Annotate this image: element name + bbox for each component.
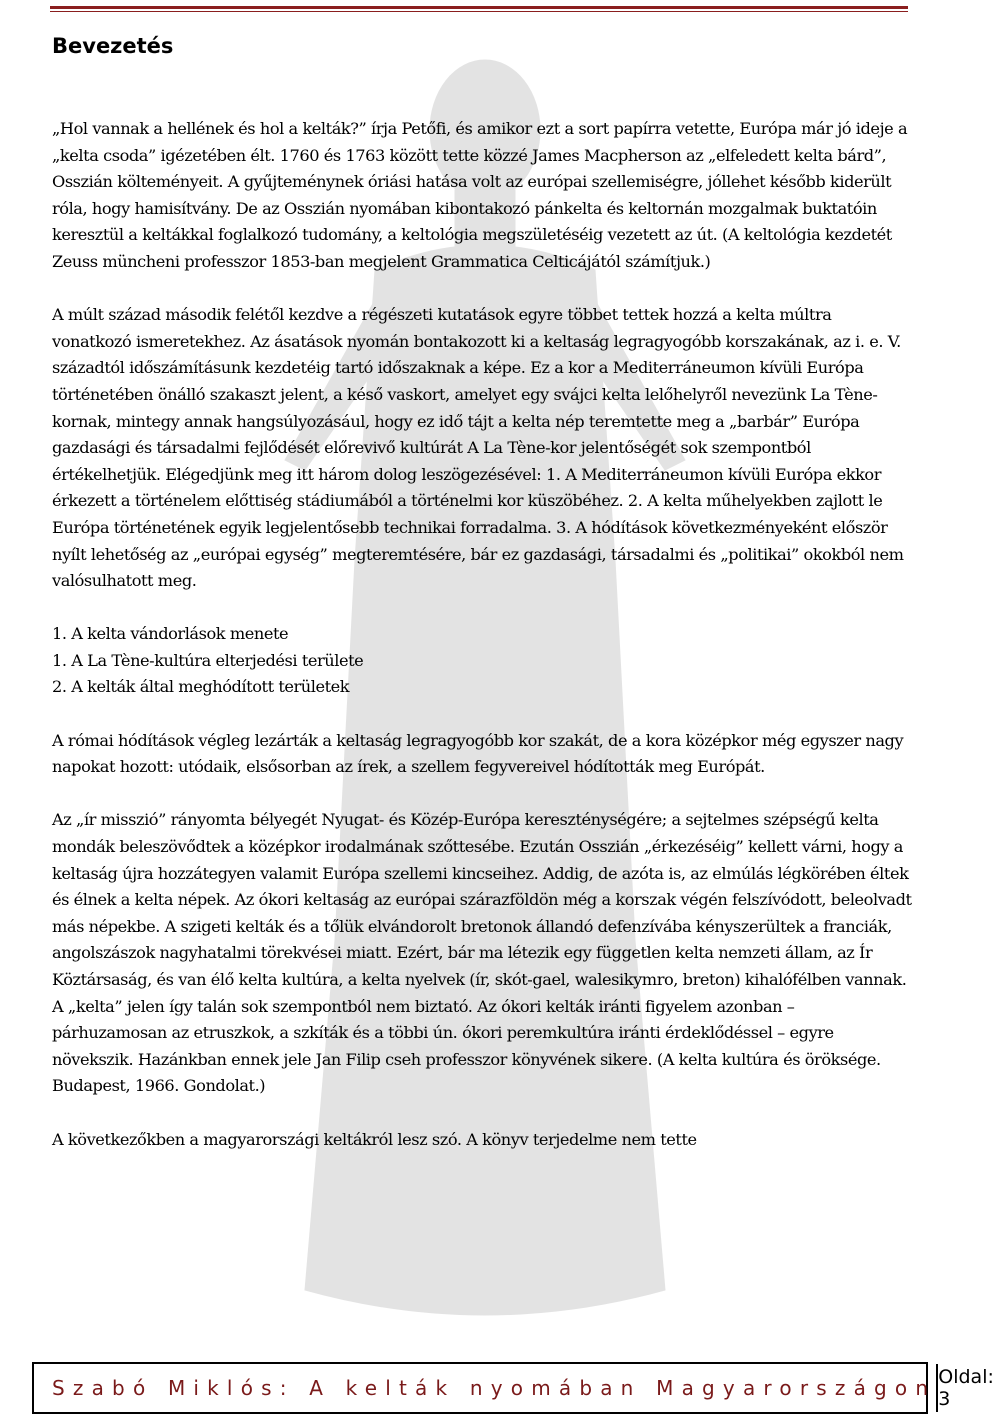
- footer-book-title: Szabó Miklós: A kelták nyomában Magyarországon: [34, 1364, 938, 1412]
- paragraph-following: A következőkben a magyarországi keltákról lesz szó. A könyv terjedelme nem tette: [52, 1129, 697, 1149]
- paragraph-archaeology: A múlt század második felétől kezdve a régészeti kutatások egyre többet tettek hozzá a kelta múltra vonatkozó ismeretekhez. Az ásatások nyomán bontakozott ki a keltaság legragyogóbb korszakának, az i. e. V. századtól időszámításunk kezdetéig tartó időszaknak a képe. Ez a kor a Mediterráneumon kívüli Európa történetében önálló szakaszt jelent, a késő vaskort, amelyet egy svájci kelta lelőhelyről nevezünk La Tène-kornak, mintegy annak hangsúlyozásául, hogy ez idő tájt a kelta nép teremtette meg a „barbár” Európa gazdasági és társadalmi fejlődését előrevivő kultúrát A La Tène-kor jelentőségét sok szempontból értékelhetjük. Elégedjünk meg itt három dolog leszögezésével: 1. A Mediterráneumon kívüli Európa ekkor érkezett a történelem előttiség stádiumából a történelmi kor küszöbéhez. 2. A kelta műhelyekben zajlott le Európa történetének egyik legjelentősebb technikai forradalma. 3. A hódítások következményeként először nyílt lehetőség az „európai egység” megteremtésére, bár ez gazdasági, társadalmi és „politikai” okokból nem valósulhatott meg.: [52, 305, 904, 591]
- page-footer: [32, 1362, 994, 1414]
- page-title: Bevezetés: [52, 34, 174, 58]
- paragraph-roman-conquest: A római hódítások végleg lezárták a keltaság legragyogóbb kor szakát, de a kora középkor még egyszer nagy napokat hozott: utódaik, elsősorban az írek, a szellem fegyvereivel hódították meg Európát.: [52, 730, 904, 777]
- list-item: 2. A kelták által meghódított területek: [52, 677, 350, 697]
- paragraph-intro: „Hol vannak a hellének és hol a kelták?” írja Petőfi, és amikor ezt a sort papírra vetette, Európa már jó ideje a „kelta csoda” igézetében élt. 1760 és 1763 között tette közzé James Macpherson az „elfeledett kelta bárd”, Osszián költeményeit. A gyűjteménynek óriási hatása volt az európai szellemiségre, jóllehet később kiderült róla, hogy hamisítvány. De az Osszián nyomában kibontakozó pánkelta és keltornán mozgalmak buktatóin keresztül a keltákkal foglalkozó tudomány, a keltológia megszületéséig vezetett az út. (A keltológia kezdetét Zeuss müncheni professzor 1853-ban megjelent Grammatica Celticájától számítjuk.): [52, 119, 908, 271]
- paragraph-irish-mission: Az „ír misszió” rányomta bélyegét Nyugat- és Közép-Európa kereszténységére; a sejtelmes szépségű kelta mondák beleszövődtek a középkor irodalmának szőttesébe. Ezután Osszián „érkezéséig” kellett várni, hogy a keltaság újra hozzátegyen valamit Európa szellemi kincseihez. Addig, de azóta is, az elmúlás légkörében éltek és élnek a kelta népek. Az ókori keltaság az európai szárazföldön még a korszak végén felszívódott, beleolvadt más népekbe. A szigeti kelták és a tőlük elvándorolt bretonok állandó defenzívába kényszerültek a franciák, angolszászok nagyhatalmi törekvései miatt. Ezért, bár ma létezik egy független kelta nemzeti állam, az Ír Köztársaság, és van élő kelta kultúra, a kelta nyelvek (ír, skót-gael, walesikymro, breton) kihalófélben vannak. A „kelta” jelen így talán sok szempontból nem biztató. Az ókori kelták iránti figyelem azonban – párhuzamosan az etruszkok, a szkíták és a többi ún. ókori peremkultúra iránti érdeklődéssel – egyre növekszik. Hazánkban ennek jele Jan Filip cseh professzor könyvének sikere. (A kelta kultúra és öröksége. Budapest, 1966. Gondolat.): [52, 810, 912, 1096]
- header-rule-thick: [50, 6, 908, 9]
- header-rule-thin: [50, 11, 908, 12]
- footer-page-number: Oldal: 3: [938, 1366, 994, 1410]
- list-item: 1. A kelta vándorlások menete: [52, 624, 289, 644]
- document-body: [52, 116, 912, 1180]
- list-item: 1. A La Tène-kultúra elterjedési területe: [52, 650, 364, 670]
